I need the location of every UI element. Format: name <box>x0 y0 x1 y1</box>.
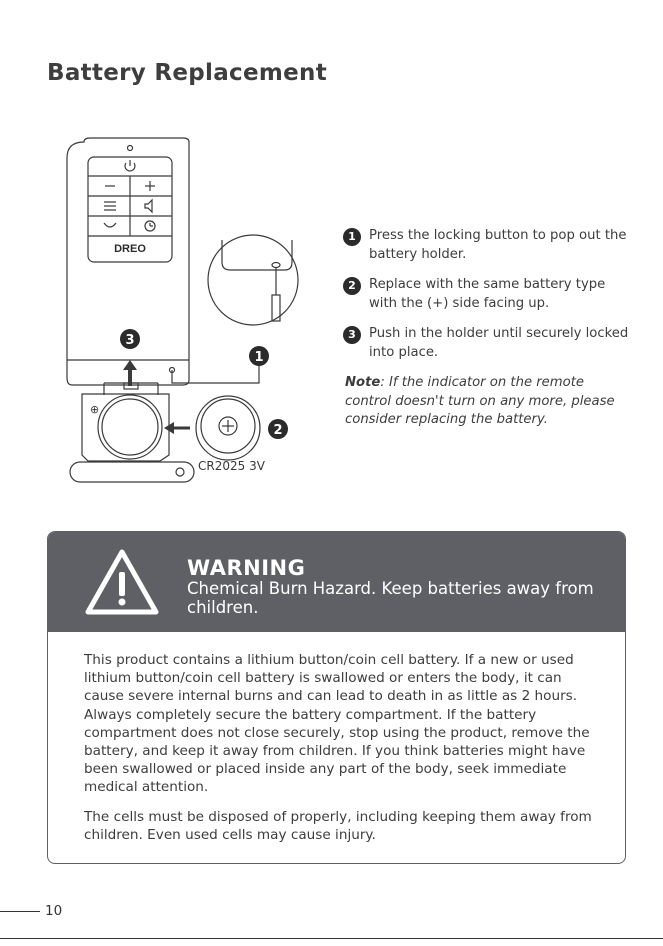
warning-header <box>48 532 625 632</box>
page-title: Battery Replacement <box>47 60 328 86</box>
warning-paragraph: The cells must be disposed of properly, including keeping them away from children. Even used cells may cause injury. <box>84 808 592 843</box>
callout-1: 1 <box>254 350 264 365</box>
battery-holder-icon <box>70 383 194 482</box>
warning-triangle-icon <box>84 546 160 618</box>
note-text: : If the indicator on the remote control doesn't turn on any more, please consider replacing the battery. <box>345 375 615 427</box>
warning-box <box>47 531 626 864</box>
coin-battery-icon <box>196 396 260 460</box>
page-number-rule <box>0 911 40 912</box>
battery-label: CR2025 3V <box>198 459 265 473</box>
step-3 <box>343 325 633 362</box>
step-1 <box>343 227 633 264</box>
callout-2: 2 <box>273 423 283 438</box>
brand-logo: DREO <box>114 243 146 255</box>
step-text: Replace with the same battery type with the (+) side facing up. <box>369 277 606 311</box>
warning-subtitle: Chemical Burn Hazard. Keep batteries away from children. <box>187 579 594 617</box>
note <box>345 374 615 430</box>
instruction-steps <box>343 227 633 374</box>
page-number: 10 <box>45 903 63 919</box>
step-number: 1 <box>343 228 361 246</box>
step-text: Push in the holder until securely locked into place. <box>369 326 629 360</box>
callout-3: 3 <box>125 333 135 348</box>
bottom-rule <box>0 938 663 939</box>
screwdriver-icon <box>208 235 298 325</box>
step-number: 2 <box>343 277 361 295</box>
step-text: Press the locking button to pop out the battery holder. <box>369 228 627 262</box>
note-label: Note <box>345 375 381 390</box>
warning-paragraph: This product contains a lithium button/coin cell battery. If a new or used lithium button/coin cell battery is swallowed or enters the body, it can cause severe internal burns and can lead to death in as little as 2 hours. Always completely secure the battery compartment. If the battery compartment does not close securely, stop using the product, remove the battery, and keep it away from children. If you think batteries might have been swallowed or placed inside any part of the body, seek immediate medical attention. <box>84 652 590 796</box>
warning-body <box>84 651 604 855</box>
step-number: 3 <box>343 326 361 344</box>
warning-title: WARNING <box>187 556 306 580</box>
svg-text:⊕: ⊕ <box>90 403 100 416</box>
step-2 <box>343 276 633 313</box>
